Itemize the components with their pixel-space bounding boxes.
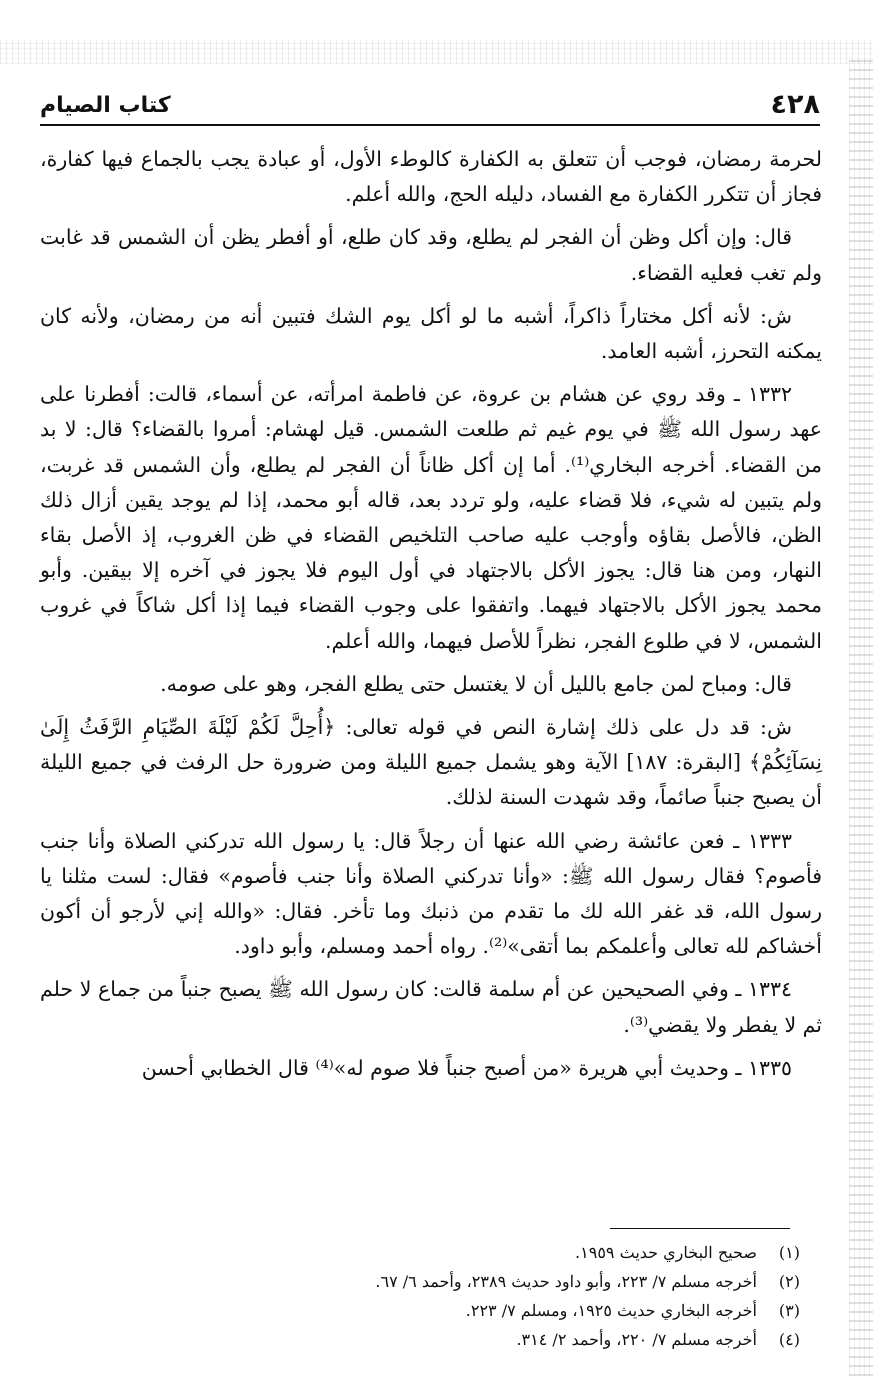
paragraph: قال: وإن أكل وظن أن الفجر لم يطلع، وقد كان طلع، أو أفطر يظن أن الشمس قد غابت ولم تغب فعليه القضاء.: [40, 225, 822, 285]
paragraph: ش: لأنه أكل مختاراً ذاكراً، أشبه ما لو أكل يوم الشك فتبين أنه من رمضان، ولأنه كان يمكنه التحرز، أشبه العامد.: [40, 303, 822, 364]
paragraph: ١٣٣٣ ـ فعن عائشة رضي الله عنها أن رجلاً قال: يا رسول الله تدركني الصلاة وأنا جنب فأصوم؟ فقال رسول الله ﷺ: «وأنا تدركني الصلاة وأنا جنب فأصوم» فقال: لست مثلنا يا رسول الله، قد غفر الله لك ما تقدم من ذنبك وما تأخر. فقال: «والله إني لأرجو أن أكون أخشاكم لله تعالى وأعلمكم بما أتقى»⁽²⁾. رواه أحمد ومسلم، وأبو داود.: [40, 828, 822, 959]
footnote-text: أخرجه البخاري حديث ١٩٢٥، ومسلم ٧/ ٢٢٣.: [465, 1301, 757, 1320]
running-title: كتاب الصيام: [40, 93, 171, 118]
footnote-divider: [610, 1228, 790, 1229]
scan-edge-right: [849, 60, 873, 1376]
scan-edge-top: [0, 40, 873, 64]
footnote-text: أخرجه مسلم ٧/ ٢٢٠، وأحمد ٢/ ٣١٤.: [516, 1330, 757, 1349]
paragraph: قال: ومباح لمن جامع بالليل أن لا يغتسل حتى يطلع الفجر، وهو على صومه.: [160, 671, 792, 696]
footnote-text: أخرجه مسلم ٧/ ٢٢٣، وأبو داود حديث ٢٣٨٩، وأحمد ٦/ ٦٧.: [375, 1272, 757, 1291]
paragraph: ١٣٣٥ ـ وحديث أبي هريرة «من أصبح جنباً فلا صوم له»⁽⁴⁾ قال الخطابي أحسن: [141, 1055, 792, 1080]
paragraph: ١٣٣٤ ـ وفي الصحيحين عن أم سلمة قالت: كان رسول الله ﷺ يصبح جنباً من جماع لا حلم ثم لا يفطر ولا يقضي⁽³⁾.: [40, 977, 822, 1037]
footnote-number: (٢): [778, 1272, 800, 1291]
footnote-text: صحيح البخاري حديث ١٩٥٩.: [575, 1243, 757, 1262]
paragraph: ش: قد دل على ذلك إشارة النص في قوله تعالى: ﴿أُحِلَّ لَكُمْ لَيْلَةَ الصِّيَامِ الرَّفَثُ إِلَىٰ نِسَآئِكُمْ﴾ [البقرة: ١٨٧] الآية وهو يشمل جميع الليلة ومن ضرورة حل الرفث في جميع الليلة أن يصبح جنباً صائماً، وقد شهدت السنة لذلك.: [40, 715, 822, 810]
footnote-number: (١): [778, 1243, 800, 1262]
footnotes: [40, 1238, 810, 1354]
footnote-number: (٣): [778, 1301, 800, 1320]
main-text: [40, 142, 822, 1094]
page-number: ٤٢٨: [770, 89, 820, 120]
footnote: [40, 1238, 810, 1267]
paragraph: لحرمة رمضان، فوجب أن تتعلق به الكفارة كالوطء الأول، أو عبادة يجب بالجماع فيها كفارة، فجاز أن تتكرر الكفارة مع الفساد، دليله الحج، والله أعلم.: [40, 147, 822, 207]
footnote: [40, 1325, 810, 1354]
page-header: [40, 80, 820, 126]
footnote-number: (٤): [778, 1330, 800, 1349]
footnote: [40, 1267, 810, 1296]
paragraph: ١٣٣٢ ـ وقد روي عن هشام بن عروة، عن فاطمة امرأته، عن أسماء، قالت: أفطرنا على عهد رسول الله ﷺ في يوم غيم ثم طلعت الشمس. قيل لهشام: أمروا بالقضاء؟ قال: لا بد من القضاء. أخرجه البخاري⁽¹⁾. أما إن أكل ظاناً أن الفجر لم يطلع، وأن الشمس قد غربت، ولم يتبين له شيء، فلا قضاء عليه، ولو تردد بعد، قاله أبو محمد، إذا لم يوجد يقين أزال ذلك الظن، فالأصل بقاؤه وأوجب عليه صاحب التلخيص القضاء في ظن الغروب، إذ الأصل بقاء النهار، ومن هنا قال: يجوز الأكل بالاجتهاد في أول اليوم فلا يجوز في آخره إلا بيقين. وأبو محمد يجوز الأكل بالاجتهاد فيهما. واتفقوا على وجوب القضاء فيما إذا أكل شاكاً في غروب الشمس، لا في طلوع الفجر، نظراً للأصل فيهما، والله أعلم.: [40, 382, 823, 653]
footnote: [40, 1296, 810, 1325]
